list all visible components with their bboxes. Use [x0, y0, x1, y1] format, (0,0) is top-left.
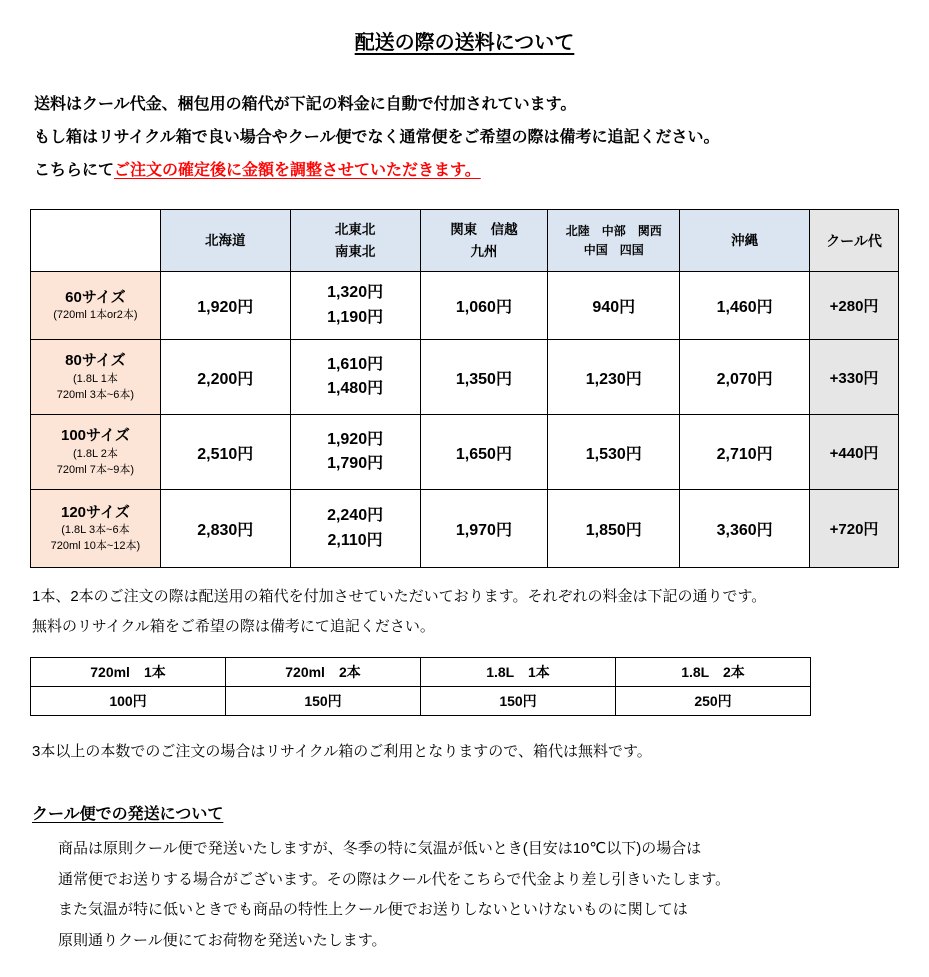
box-fee-note [32, 582, 899, 641]
price-line: 1,320円 [327, 284, 384, 302]
cool-section-body [58, 834, 899, 957]
header-corner-cell [31, 210, 161, 272]
price-cool-fee: +280円 [810, 272, 899, 340]
cool-body-line-3: また気温が特に低いときでも商品の特性上クール便でお送りしないといけないものに関しては [58, 901, 688, 919]
size-label: 60サイズ [65, 288, 126, 306]
price-line: 1,480円 [327, 380, 384, 398]
price-kanto: 1,650円 [420, 415, 548, 490]
intro-line-1: 送料はクール代金、梱包用の箱代が下記の料金に自動で付加されています。 [34, 96, 577, 113]
price-okinawa: 2,710円 [680, 415, 810, 490]
header-okinawa [680, 210, 810, 272]
price-hokkaido: 1,920円 [160, 272, 290, 340]
box-fee-note-line-1: 1本、2本のご注文の際は配送用の箱代を付加させていただいております。それぞれの料金は下記の通りです。 [32, 588, 767, 606]
header-line: 中国 四国 [583, 242, 644, 257]
box-header-720ml-1: 720ml 1本 [31, 657, 226, 686]
intro-line-3-red-note: ご注文の確定後に金額を調整させていただきます。 [114, 161, 481, 179]
intro-line-2: もし箱はリサイクル箱で良い場合やクール便でなく通常便をご希望の際は備考に追記ください。 [34, 128, 720, 146]
price-line: 1,190円 [327, 308, 384, 326]
cool-body-line-2: 通常便でお送りする場合がございます。その際はクール代をこちらで代金より差し引きいたします。 [58, 870, 731, 888]
cool-body-line-1: 商品は原則クール便で発送いたしますが、冬季の特に気温が低いとき(目安は10℃以下)の場合は [58, 839, 702, 857]
size-label: 100サイズ [61, 427, 130, 445]
price-tohoku [290, 272, 420, 340]
price-hokkaido: 2,830円 [160, 490, 290, 568]
price-okinawa: 2,070円 [680, 340, 810, 415]
box-fee-720ml-2: 150円 [226, 686, 421, 715]
price-okinawa: 1,460円 [680, 272, 810, 340]
intro-line-3 [34, 155, 899, 188]
header-line: 南東北 [334, 243, 376, 259]
size-cell-100 [31, 415, 161, 490]
price-line: 2,240円 [327, 507, 384, 525]
price-okinawa: 3,360円 [680, 490, 810, 568]
price-hokkaido: 2,200円 [160, 340, 290, 415]
intro-line-3-prefix: こちらにて [34, 161, 115, 179]
size-note: (1.8L 1本 [72, 372, 118, 385]
price-hokuriku: 1,530円 [548, 415, 680, 490]
table-row-size-80 [31, 340, 899, 415]
cool-body-line-4: 原則通りクール便にてお荷物を発送いたします。 [58, 932, 387, 950]
price-tohoku [290, 490, 420, 568]
table-row-size-60 [31, 272, 899, 340]
box-header-720ml-2: 720ml 2本 [226, 657, 421, 686]
header-line: 九州 [470, 243, 498, 259]
box-fee-720ml-1: 100円 [31, 686, 226, 715]
box-table-value-row [31, 686, 811, 715]
size-cell-120 [31, 490, 161, 568]
price-hokuriku: 1,230円 [548, 340, 680, 415]
price-line: 2,110円 [327, 531, 383, 549]
header-line: 北東北 [334, 222, 376, 238]
table-row-size-120 [31, 490, 899, 568]
recycle-box-note: 3本以上の本数でのご注文の場合はリサイクル箱のご利用となりますので、箱代は無料です。 [32, 742, 652, 760]
header-line: 北海道 [205, 233, 246, 249]
cool-section-heading: クール便での発送について [32, 805, 224, 823]
header-line: クール代 [826, 232, 882, 249]
header-kanto [420, 210, 548, 272]
size-note: (720ml 1本or2本) [53, 309, 138, 322]
price-hokuriku: 1,850円 [548, 490, 680, 568]
header-cool-fee [810, 210, 899, 272]
price-line: 1,610円 [327, 355, 384, 373]
box-fee-1800ml-2: 250円 [616, 686, 811, 715]
size-note: 720ml 7本~9本) [56, 463, 135, 476]
size-note: 720ml 3本~6本) [56, 388, 135, 401]
size-label: 80サイズ [65, 352, 126, 370]
header-line: 北陸 中部 関西 [565, 223, 662, 238]
size-note: (1.8L 2本 [72, 447, 118, 460]
price-tohoku [290, 340, 420, 415]
price-tohoku [290, 415, 420, 490]
table-header-row [31, 210, 899, 272]
size-note: 720ml 10本~12本) [50, 540, 141, 553]
cool-shipping-section [30, 801, 899, 957]
header-line: 関東 信越 [450, 222, 518, 238]
price-hokkaido: 2,510円 [160, 415, 290, 490]
price-cool-fee: +440円 [810, 415, 899, 490]
shipping-fee-table [30, 209, 899, 568]
price-kanto: 1,970円 [420, 490, 548, 568]
size-cell-80 [31, 340, 161, 415]
box-fee-1800ml-1: 150円 [421, 686, 616, 715]
header-hokkaido [160, 210, 290, 272]
box-fee-table [30, 657, 811, 716]
box-header-1800ml-2: 1.8L 2本 [616, 657, 811, 686]
price-cool-fee: +720円 [810, 490, 899, 568]
price-hokuriku: 940円 [548, 272, 680, 340]
header-line: 沖縄 [731, 233, 759, 249]
size-label: 120サイズ [61, 503, 130, 521]
price-kanto: 1,060円 [420, 272, 548, 340]
header-hokuriku [548, 210, 680, 272]
intro-text [34, 89, 899, 187]
size-cell-60 [31, 272, 161, 340]
price-line: 1,920円 [327, 430, 384, 448]
price-cool-fee: +330円 [810, 340, 899, 415]
page-title [30, 26, 899, 55]
page-title-text: 配送の際の送料について [354, 32, 575, 54]
box-fee-note-line-2: 無料のリサイクル箱をご希望の際は備考にて追記ください。 [32, 617, 435, 635]
header-tohoku [290, 210, 420, 272]
size-note: (1.8L 3本~6本 [61, 524, 130, 537]
table-row-size-100 [31, 415, 899, 490]
price-line: 1,790円 [327, 455, 384, 473]
box-header-1800ml-1: 1.8L 1本 [421, 657, 616, 686]
box-table-header-row [31, 657, 811, 686]
price-kanto: 1,350円 [420, 340, 548, 415]
